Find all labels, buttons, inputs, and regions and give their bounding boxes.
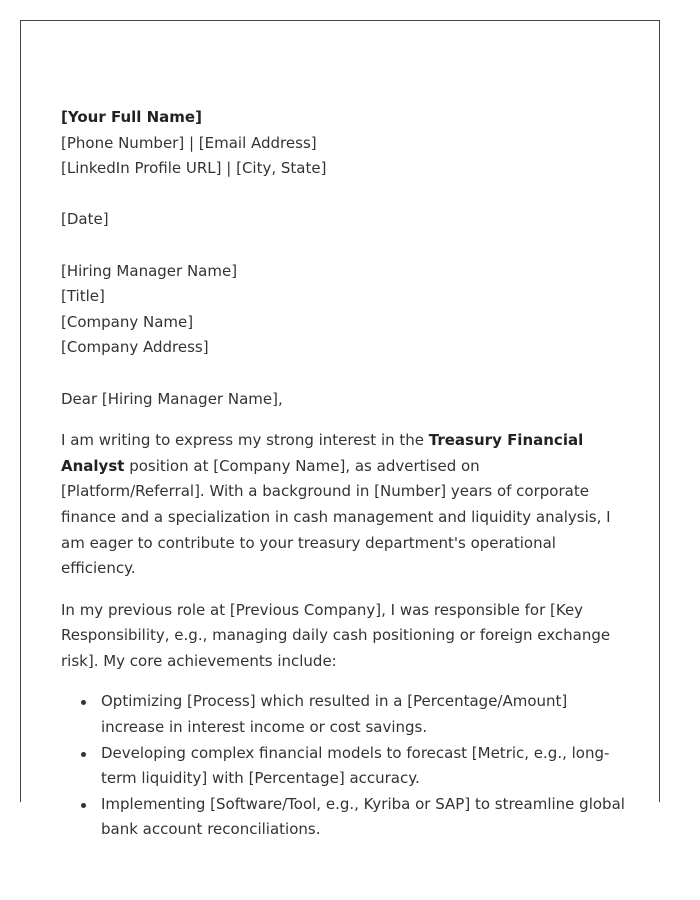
sender-contact-linkedin-location: [LinkedIn Profile URL] | [City, State] — [61, 159, 327, 178]
experience-paragraph: In my previous role at [Previous Company], I was responsible for [Key Responsibility, e.g., managing daily cash positioning or foreign exchange risk]. My core achievements include: — [61, 600, 611, 670]
list-item — [101, 689, 626, 740]
position-title: Treasury Financial Analyst — [61, 431, 584, 475]
achievements-list — [61, 689, 626, 843]
intro-paragraph — [61, 428, 626, 582]
intro-text-before: I am writing to express my strong interest in the — [61, 431, 429, 450]
sender-name: [Your Full Name] — [61, 108, 202, 126]
recipient-title: [Title] — [61, 287, 105, 306]
letter-page — [20, 20, 660, 839]
achievement-text: Optimizing [Process] which resulted in a [Percentage/Amount] increase in interest income or cost savings. — [101, 692, 568, 737]
list-item — [101, 741, 626, 792]
sender-contact-phone-email: [Phone Number] | [Email Address] — [61, 133, 317, 152]
achievement-text: Implementing [Software/Tool, e.g., Kyriba or SAP] to streamline global bank account reconciliations. — [101, 794, 625, 839]
bullet-icon — [81, 803, 86, 808]
list-item — [101, 792, 626, 843]
letter-content — [61, 105, 626, 843]
recipient-company: [Company Name] — [61, 312, 194, 331]
salutation: Dear [Hiring Manager Name], — [61, 389, 283, 408]
intro-text-after: position at [Company Name], as advertised on [Platform/Referral]. With a background in [Number] years of corporate finance and a specialization in cash management and liquidity analysis, I am eager to contribute to your treasury department's operational efficiency. — [61, 456, 611, 578]
achievement-text: Developing complex financial models to forecast [Metric, e.g., long-term liquidity] with [Percentage] accuracy. — [101, 743, 610, 788]
bullet-icon — [81, 752, 86, 757]
recipient-address: [Company Address] — [61, 338, 209, 357]
recipient-name: [Hiring Manager Name] — [61, 261, 238, 280]
letter-date: [Date] — [61, 210, 109, 229]
bullet-icon — [81, 700, 86, 705]
